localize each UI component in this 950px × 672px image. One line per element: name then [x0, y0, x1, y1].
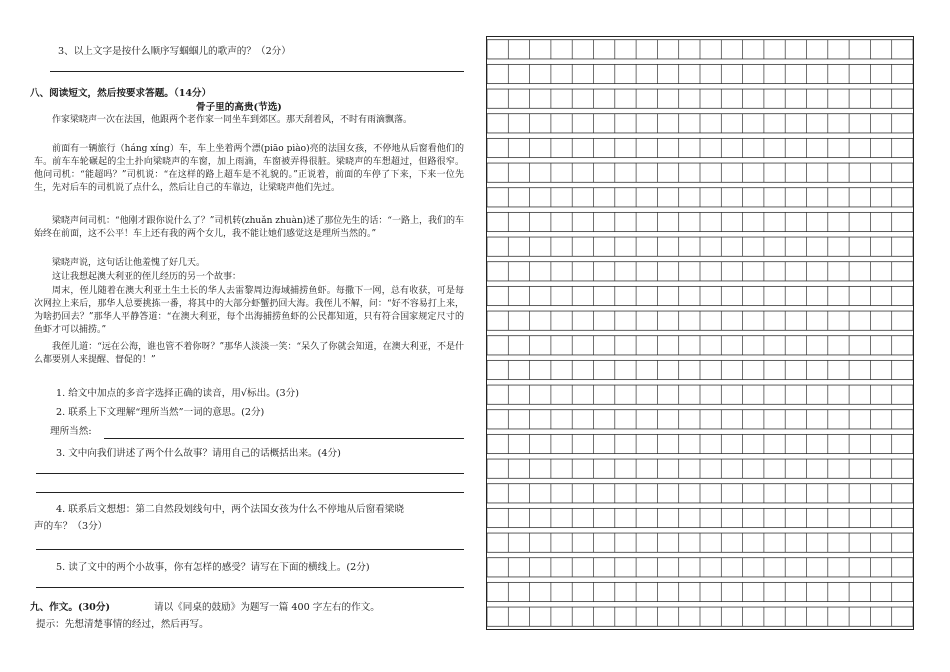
- passage-paragraph-1: 作家梁晓声一次在法国，他跟两个老作家一同坐车到郊区。那天刮着风，不时有雨滴飘落。: [52, 115, 413, 125]
- passage-paragraph-6: 周末，侄儿随着在澳大利亚土生土长的华人去雷黎周边海域捕捞鱼虾。每撒下一网，总有收获，可是每次网拉上来后，那华人总要挑拣一番，将其中的大部分虾蟹扔回大海。我侄儿不解，问：“好不容易打上来，为啥扔回去？”那华人平静答道：“在澳大利亚，每个出海捕捞鱼虾的公民都知道，只有符合国家规定尺寸的鱼虾才可以捕捞。”: [34, 286, 464, 335]
- question-1: 1. 给文中加点的多音字选择正确的读音，用√标出。(3分): [56, 388, 299, 399]
- passage-title: 骨子里的高贵(节选): [196, 102, 282, 113]
- essay-grid-lines: [487, 37, 913, 629]
- question-4-cont: 声的车？（3分）: [34, 521, 108, 532]
- question-2: 2. 联系上下文理解“理所当然”一词的意思。(2分): [56, 407, 265, 418]
- passage-paragraph-4: 梁晓声说，这句话让他羞愧了好几天。: [52, 258, 206, 268]
- question-3: 3. 文中向我们讲述了两个什么故事？请用自己的话概括出来。(4分): [56, 448, 341, 459]
- question-3-previous: 3、以上文字是按什么顺序写蝈蝈儿的歌声的？（2分）: [58, 46, 291, 57]
- section-9-heading: 九、作文。(30分): [30, 602, 110, 613]
- answer-line: [36, 492, 464, 493]
- answer-line: [36, 549, 464, 550]
- question-2-answer-label: 理所当然:: [50, 426, 92, 437]
- passage-paragraph-7: 我侄儿道：“远在公海，谁也管不着你呀？”那华人淡淡一笑：“呆久了你就会知道，在澳大利亚，不是什么都要别人来提醒、督促的！”: [34, 342, 464, 365]
- section-8-heading: 八、阅读短文，然后按要求答题。（14分）: [30, 88, 212, 99]
- essay-hint: 提示：先想清楚事情的经过，然后再写。: [36, 619, 209, 630]
- passage-paragraph-2: 前面有一辆旅行（háng xíng）车，车上坐着两个漂(piāo piào)亮的法国女孩，不停地从后窗看他们的车。前车车轮碾起的尘土扑向梁晓声的车窗，加上雨滴，车窗被弄得很脏。梁晓声的车想超过，但路很窄。他问司机：“能超吗？”司机说：“在这样的路上超车是不礼貌的。”正说着，前面的车停了下来，下来一位先生，先对后车的司机说了点什么，然后让自己的车靠边，让梁晓声他们先过。: [34, 144, 464, 193]
- passage-paragraph-5: 这让我想起澳大利亚的侄儿经历的另一个故事：: [52, 272, 242, 282]
- answer-line: [50, 71, 464, 72]
- question-5: 5. 读了文中的两个小故事，你有怎样的感受？请写在下面的横线上。(2分): [56, 562, 370, 573]
- answer-line: [36, 473, 464, 474]
- passage-paragraph-3: 梁晓声问司机：“他刚才跟你说什么了？”司机转(zhuǎn zhuàn)述了那位先生的话：“一路上，我们的车始终在前面，这不公平！车上还有我的两个女儿，我不能让她们感觉这是理所当然的。”: [34, 216, 464, 239]
- essay-prompt: 请以《同桌的鼓励》为题写一篇 400 字左右的作文。: [154, 602, 380, 613]
- answer-line: [104, 438, 464, 439]
- answer-line: [36, 587, 464, 588]
- question-4: 4. 联系后文想想：第二自然段划线句中，两个法国女孩为什么不停地从后窗看梁晓: [56, 504, 404, 515]
- essay-writing-grid[interactable]: [486, 36, 914, 630]
